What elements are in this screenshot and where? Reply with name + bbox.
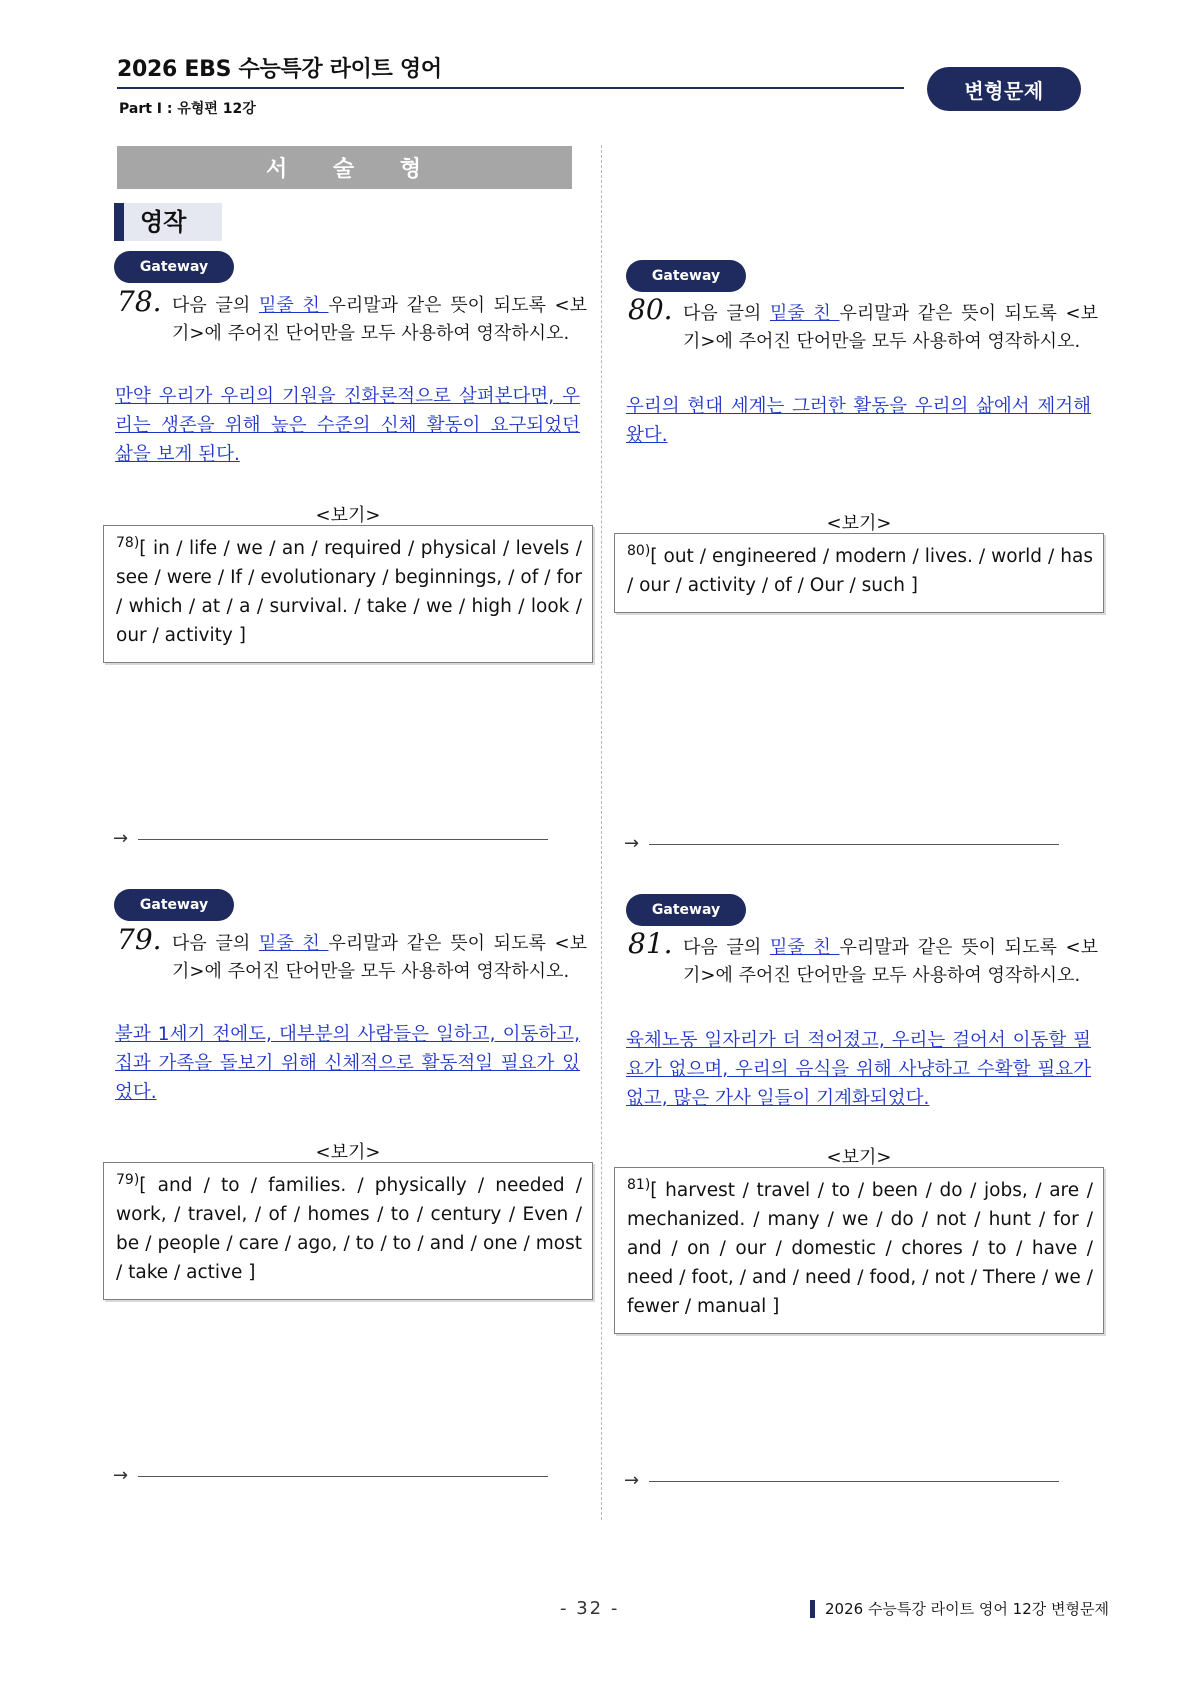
question-80-instruction — [628, 293, 1099, 356]
instruction-text: 기>에 주어진 단어만을 모두 사용하여 영작하시오. — [683, 331, 1081, 352]
korean-line: 왔다. — [626, 425, 668, 446]
subsection-label: 영작 — [114, 203, 222, 241]
korean-sentence-79 — [115, 1020, 580, 1107]
footer-title: 2026 수능특강 라이트 영어 12강 변형문제 — [810, 1600, 1109, 1618]
footnote-ref: 78) — [116, 534, 140, 551]
instruction-text: 다음 글의 — [172, 295, 259, 316]
arrow-icon: → — [113, 1465, 129, 1486]
instruction-text: 우리말과 같은 뜻이 되도록 <보 — [328, 295, 588, 316]
question-number: 81. — [628, 927, 673, 960]
korean-line: 만약 우리가 우리의 기원을 진화론적으로 살펴본다면, 우 — [115, 386, 580, 407]
underlined-keyword: 밑줄 친 — [769, 937, 840, 958]
footnote-ref: 80) — [627, 542, 651, 559]
column-divider — [601, 145, 602, 1520]
instruction-text: 우리말과 같은 뜻이 되도록 <보 — [328, 933, 588, 954]
bogi-title: <보기> — [315, 1142, 381, 1163]
bogi-box-80 — [614, 533, 1104, 613]
document-title: 2026 EBS 수능특강 라이트 영어 — [117, 57, 442, 82]
underlined-keyword: 밑줄 친 — [258, 295, 329, 316]
question-number: 79. — [117, 923, 162, 956]
word-bank: [ out / engineered / modern / lives. / world / has / our / activity / of / Our / such ] — [627, 546, 1093, 596]
korean-line: 불과 1세기 전에도, 대부분의 사람들은 일하고, 이동하고, — [115, 1024, 580, 1045]
header-rule — [117, 87, 904, 89]
instruction-text: 우리말과 같은 뜻이 되도록 <보 — [839, 303, 1099, 324]
korean-sentence-80 — [626, 392, 1091, 450]
korean-line: 삶을 보게 된다. — [115, 444, 240, 465]
bogi-box-79 — [103, 1162, 593, 1300]
question-number: 78. — [117, 285, 162, 318]
footnote-ref: 79) — [116, 1171, 140, 1188]
korean-sentence-81 — [626, 1026, 1091, 1113]
part-label: Part Ⅰ : 유형편 12강 — [119, 101, 256, 117]
instruction-text: 기>에 주어진 단어만을 모두 사용하여 영작하시오. — [683, 965, 1081, 986]
korean-line: 없고, 많은 가사 일들이 기계화되었다. — [626, 1088, 930, 1109]
word-bank: [ harvest / travel / to / been / do / jobs, / are / mechanized. / many / we / do / not / hunt / for / and / on / our / domestic / chores / to / have / need / foot, / and / need / food, / not / There / we / fewer / manual ] — [627, 1180, 1093, 1317]
word-bank: [ in / life / we / an / required / physical / levels / see / were / If / evolutionary / beginnings, / of / for / which / at / a / survival. / take / we / high / look / our / activity ] — [116, 538, 582, 646]
instruction-text: 다음 글의 — [683, 937, 770, 958]
page-number: - 32 - — [560, 1598, 620, 1619]
gateway-badge: Gateway — [626, 894, 746, 926]
arrow-icon: → — [113, 828, 129, 849]
korean-sentence-78 — [115, 382, 580, 469]
underlined-keyword: 밑줄 친 — [258, 933, 329, 954]
question-81-instruction — [628, 927, 1099, 990]
question-number: 80. — [628, 293, 673, 326]
underlined-keyword: 밑줄 친 — [769, 303, 840, 324]
variant-badge: 변형문제 — [927, 67, 1081, 111]
bogi-box-81 — [614, 1167, 1104, 1334]
answer-line-81[interactable] — [624, 1470, 1059, 1491]
korean-line: 요가 없으며, 우리의 음식을 위해 사냥하고 수확할 필요가 — [626, 1059, 1091, 1080]
instruction-text: 다음 글의 — [683, 303, 770, 324]
korean-line: 리는 생존을 위해 높은 수준의 신체 활동이 요구되었던 — [115, 415, 580, 436]
footnote-ref: 81) — [627, 1176, 651, 1193]
answer-line-80[interactable] — [624, 833, 1059, 854]
answer-line-79[interactable] — [113, 1465, 548, 1486]
korean-line: 육체노동 일자리가 더 적어졌고, 우리는 걸어서 이동할 필 — [626, 1030, 1091, 1051]
korean-line: 우리의 현대 세계는 그러한 활동을 우리의 삶에서 제거해 — [626, 396, 1091, 417]
arrow-icon: → — [624, 1470, 640, 1491]
bogi-title: <보기> — [315, 505, 381, 526]
instruction-text: 다음 글의 — [172, 933, 259, 954]
bogi-title: <보기> — [826, 513, 892, 534]
instruction-text: 우리말과 같은 뜻이 되도록 <보 — [839, 937, 1099, 958]
section-banner: 서 술 형 — [117, 146, 572, 189]
instruction-text: 기>에 주어진 단어만을 모두 사용하여 영작하시오. — [172, 961, 570, 982]
answer-line-78[interactable] — [113, 828, 548, 849]
question-79-instruction — [117, 923, 588, 986]
instruction-text: 기>에 주어진 단어만을 모두 사용하여 영작하시오. — [172, 323, 570, 344]
korean-line: 집과 가족을 돌보기 위해 신체적으로 활동적일 필요가 있 — [115, 1053, 580, 1074]
gateway-badge: Gateway — [114, 889, 234, 921]
korean-line: 었다. — [115, 1082, 157, 1103]
bogi-title: <보기> — [826, 1147, 892, 1168]
gateway-badge: Gateway — [626, 260, 746, 292]
gateway-badge: Gateway — [114, 251, 234, 283]
question-78-instruction — [117, 285, 588, 348]
arrow-icon: → — [624, 833, 640, 854]
word-bank: [ and / to / families. / physically / needed / work, / travel, / of / homes / to / century / Even / be / people / care / ago, / to / to / and / one / most / take / active ] — [116, 1175, 582, 1283]
bogi-box-78 — [103, 525, 593, 663]
